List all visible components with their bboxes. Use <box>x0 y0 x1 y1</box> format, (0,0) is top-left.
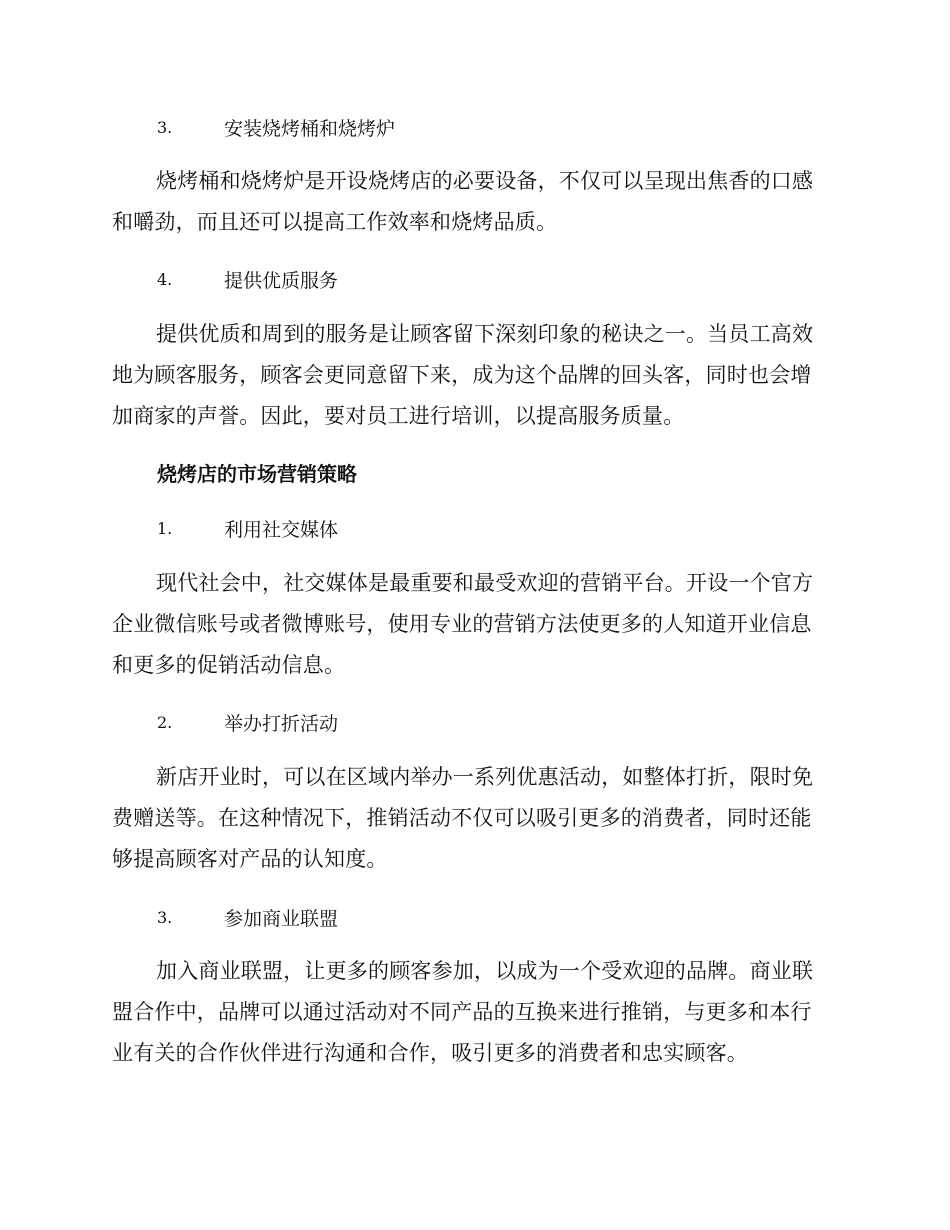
paragraph-discount: 新店开业时，可以在区域内举办一系列优惠活动，如整体打折，限时免费赠送等。在这种情况下，推销活动不仅可以吸引更多的消费者，同时还能够提高顾客对产品的认知度。 <box>112 765 814 871</box>
list-item-social <box>157 513 338 543</box>
list-title: 提供优质服务 <box>224 269 339 292</box>
list-title: 安装烧烤桶和烧烤炉 <box>224 117 396 140</box>
list-number: 1. <box>157 518 173 538</box>
list-item-install <box>157 112 395 142</box>
list-item-discount <box>157 707 338 737</box>
list-title: 利用社交媒体 <box>224 518 339 541</box>
list-item-alliance <box>157 902 338 932</box>
paragraph-social: 现代社会中，社交媒体是最重要和最受欢迎的营销平台。开设一个官方企业微信账号或者微博账号，使用专业的营销方法使更多的人知道开业信息和更多的促销活动信息。 <box>112 571 814 677</box>
paragraph-alliance: 加入商业联盟，让更多的顾客参加，以成为一个受欢迎的品牌。商业联盟合作中，品牌可以通过活动对不同产品的互换来进行推销，与更多和本行业有关的合作伙伴进行沟通和合作，吸引更多的消费者和忠实顾客。 <box>112 959 814 1065</box>
list-item-service <box>157 264 338 294</box>
list-title: 举办打折活动 <box>224 712 339 735</box>
paragraph-service: 提供优质和周到的服务是让顾客留下深刻印象的秘诀之一。当员工高效地为顾客服务，顾客会更同意留下来，成为这个品牌的回头客，同时也会增加商家的声誉。因此，要对员工进行培训，以提高服务质量。 <box>112 322 814 428</box>
section-heading-marketing: 烧烤店的市场营销策略 <box>157 462 357 486</box>
list-number: 2. <box>157 712 173 732</box>
list-number: 4. <box>157 269 173 289</box>
paragraph-install: 烧烤桶和烧烤炉是开设烧烤店的必要设备，不仅可以呈现出焦香的口感和嚼劲，而且还可以提高工作效率和烧烤品质。 <box>112 169 814 234</box>
list-number: 3. <box>157 907 173 927</box>
list-number: 3. <box>157 117 173 137</box>
list-title: 参加商业联盟 <box>224 907 339 930</box>
